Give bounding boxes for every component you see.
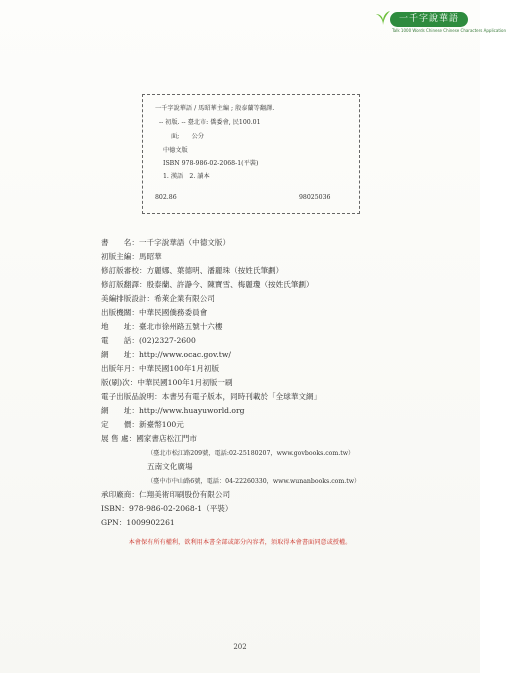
info-value: 新臺幣100元: [138, 420, 184, 429]
info-row-editor: [101, 251, 162, 262]
publisher-logo: [372, 8, 506, 34]
outlet-2-details: （臺中市中山路6號，電話：04-22260330，www.wunanbooks.com.tw）: [147, 478, 361, 485]
info-label: 出版年月：: [101, 364, 139, 373]
info-value: http://www.huayuworld.org: [138, 406, 245, 415]
info-row-ebook-note: [101, 391, 321, 402]
cip-line-3: 面; 公分: [171, 133, 205, 140]
cip-line-4: 中德文版: [163, 147, 188, 154]
info-value: 國家書店松江門市: [136, 434, 197, 443]
info-label: 美編排版設計：: [101, 294, 155, 303]
cip-line-1: 一千字說華語 / 馬昭華主編 ; 殷泰蘭等翻譯.: [155, 105, 275, 112]
info-label: 展 售 處：: [101, 434, 137, 443]
info-row-phone: [101, 335, 196, 346]
info-label: 書 名：: [101, 238, 139, 247]
info-label: GPN：: [101, 518, 127, 527]
info-value: http://www.ocac.gov.tw/: [138, 350, 231, 359]
info-value: 1009902261: [126, 518, 175, 527]
info-row-outlet-2: 五南文化廣場: [147, 462, 193, 471]
info-label: ISBN：: [101, 504, 130, 513]
info-row-address: [101, 321, 223, 332]
info-label: 修訂版審校：: [101, 266, 147, 275]
cip-record-box: [142, 94, 360, 214]
info-row-price: [101, 419, 184, 430]
cip-line-2: -- 初版. -- 臺北市: 僑委會, 民100.01: [159, 119, 261, 126]
logo-title: 一千字說華語: [390, 12, 468, 27]
info-row-translators: [101, 279, 314, 290]
info-value: 中華民國100年1月初版一刷: [137, 378, 233, 387]
info-row-ebook-website: [101, 405, 244, 416]
info-label: 地 址：: [101, 322, 139, 331]
cip-classification-code: 802.86: [155, 194, 177, 201]
info-value: 馬昭華: [138, 252, 162, 261]
info-value: 中華民國僑務委員會: [138, 308, 208, 317]
info-value: 希萊企業有限公司: [154, 294, 215, 303]
logo-subtitle: Talk 1000 Words Chinese Chinese Characters Application: [392, 28, 506, 33]
info-value: 臺北市徐州路五號十六樓: [138, 322, 223, 331]
info-label: 出版機關：: [101, 308, 139, 317]
info-value: 殷泰蘭、許瀞今、陳寶雪、梅麗瓊（按姓氏筆劃）: [146, 280, 314, 289]
info-label: 電 話：: [101, 336, 139, 345]
cip-line-5: ISBN 978-986-02-2068-1(平裝): [163, 160, 259, 167]
info-value: 仁翔美術印刷股份有限公司: [138, 490, 231, 499]
info-row-publisher: [101, 307, 207, 318]
info-value: 中華民國100年1月初版: [138, 364, 220, 373]
info-row-title: [101, 237, 230, 248]
info-row-website: [101, 349, 231, 360]
info-label: 初版主編：: [101, 252, 139, 261]
info-row-outlets: [101, 433, 197, 444]
info-row-edition: [101, 377, 233, 388]
info-label: 版(刷)次：: [101, 378, 138, 387]
info-value: (02)2327-2600: [138, 336, 196, 345]
info-label: 電子出版品說明：: [101, 392, 162, 401]
info-row-design: [101, 293, 215, 304]
info-label: 定 價：: [101, 420, 139, 429]
info-value: 本書另有電子版本，同時刊載於「全球華文網」: [161, 392, 322, 401]
info-label: 網 址：: [101, 406, 139, 415]
info-value: 一千字說華語（中德文版）: [138, 238, 231, 247]
cip-line-6: 1. 漢語 2. 讀本: [163, 173, 210, 180]
info-label: 修訂版翻譯：: [101, 280, 147, 289]
info-label: 網 址：: [101, 350, 139, 359]
info-row-isbn: [101, 503, 232, 514]
cip-record-number: 98025036: [299, 194, 331, 201]
page-number: 202: [233, 643, 247, 651]
info-row-printer: [101, 489, 230, 500]
info-row-reviewers: [101, 265, 283, 276]
info-row-gpn: [101, 517, 175, 528]
info-value: 方麗娜、葉德明、潘麗珠（按姓氏筆劃）: [146, 266, 284, 275]
copyright-notice: 本會保有所有權利，欲利用本書全部或部分內容者，須取得本會書面同意或授權。: [128, 539, 352, 546]
info-value: 978-986-02-2068-1（平裝）: [129, 504, 233, 513]
info-row-publish-date: [101, 363, 219, 374]
info-label: 承印廠商：: [101, 490, 139, 499]
outlet-1-details: （臺北市松江路209號，電話:02-25180207，www.govbooks.com.tw）: [147, 450, 355, 457]
